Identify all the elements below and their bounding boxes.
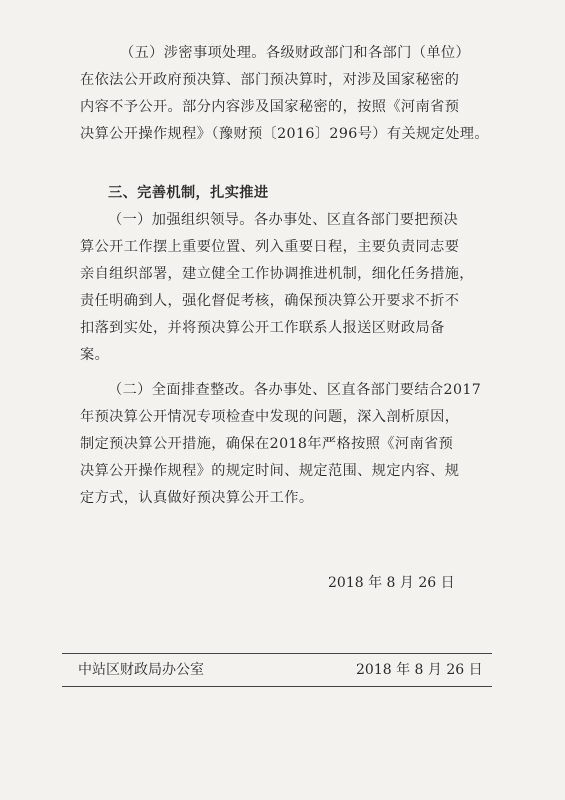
signature-date: 2018 年 8 月 26 日 [328, 575, 455, 591]
section-five-line: （五）涉密事项处理。各级财政部门和各部门（单位） [120, 45, 471, 61]
footer-top-rule [62, 653, 492, 654]
item-two-line: 决算公开操作规程》的规定时间、规定范围、规定内容、规 [80, 463, 460, 479]
footer-bottom-rule [62, 686, 492, 687]
item-two-line: 年预决算公开情况专项检查中发现的问题，深入剖析原因， [80, 409, 460, 425]
item-one-line: 扣落到实处，并将预决算公开工作联系人报送区财政局备 [80, 320, 445, 336]
item-one-line: 案。 [80, 347, 110, 363]
section-three-heading-block [80, 180, 500, 207]
section-five-line: 在依法公开政府预决算、部门预决算时，对涉及国家秘密的 [80, 72, 460, 88]
item-two-line: 制定预决算公开措施，确保在2018年严格按照《河南省预 [80, 436, 454, 452]
footer-date: 2018 年 8 月 26 日 [356, 662, 483, 678]
item-one-line: 算公开工作摆上重要位置、列入重要日程，主要负责同志要 [80, 239, 460, 255]
item-one-paragraph [80, 207, 500, 369]
item-one-line: （一）加强组织领导。各办事处、区直各部门要把预决 [108, 212, 459, 228]
item-two-line: （二）全面排查整改。各办事处、区直各部门要结合2017 [108, 382, 482, 398]
footer-office-name: 中站区财政局办公室 [78, 662, 204, 678]
item-one-line: 亲自组织部署，建立健全工作协调推进机制，细化任务措施， [80, 266, 474, 282]
section-five-paragraph [80, 40, 500, 148]
item-one-line: 责任明确到人，强化督促考核，确保预决算公开要求不折不 [80, 293, 460, 309]
item-two-line: 定方式，认真做好预决算公开工作。 [80, 490, 314, 506]
section-three-heading: 三、完善机制，扎实推进 [108, 185, 269, 201]
item-two-paragraph [80, 377, 500, 512]
section-five-line: 决算公开操作规程》（豫财预〔2016〕296号）有关规定处理。 [80, 126, 489, 142]
section-five-line: 内容不予公开。部分内容涉及国家秘密的，按照《河南省预 [80, 99, 460, 115]
